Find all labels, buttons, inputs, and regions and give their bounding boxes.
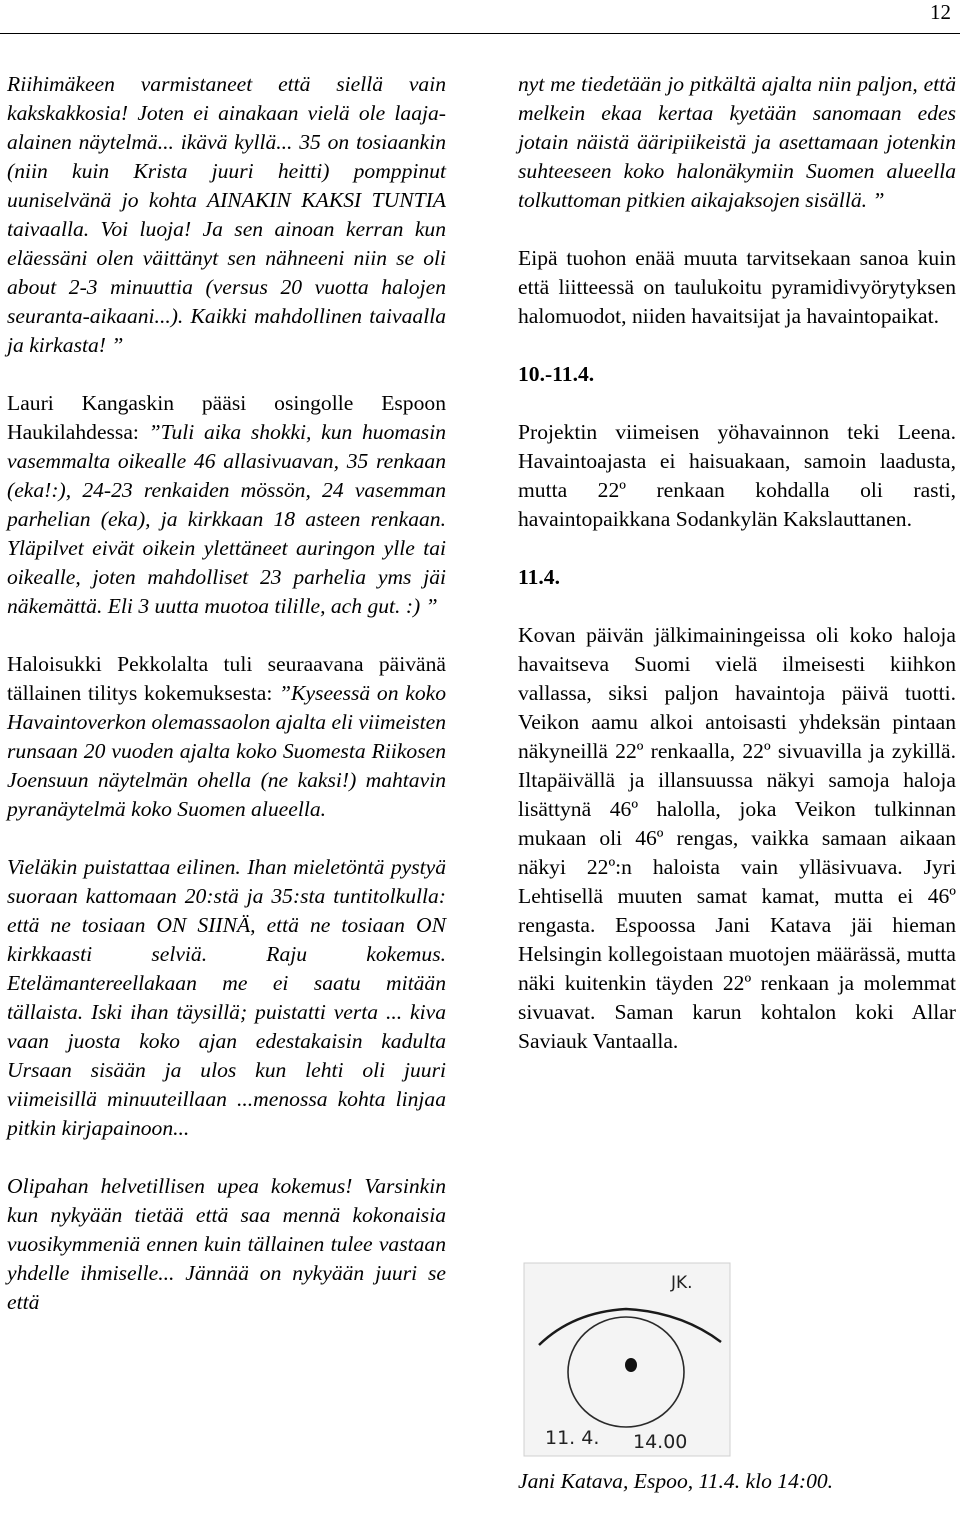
sketch-initials: JK. (671, 1273, 693, 1293)
halo-sketch-image (523, 1262, 731, 1457)
left-paragraph-5: Olipahan helvetillisen upea kokemus! Varsinkin kun nykyään tietää että saa mennä kokonaisia vuosikymmeniä ennen kuin tällainen tulee vastaan yhdelle ihmiselle... Jännää on nykyään juuri se että (7, 1174, 446, 1314)
sketch-time: 14.00 (633, 1431, 688, 1453)
right-paragraph-3: Projektin viimeisen yöhavainnon teki Leena. Havaintoajasta ei haisuakaan, samoin laadusta, mutta 22º renkaan kohdalla oli rasti, havaintopaikkana Sodankylän Kakslauttanen. (518, 420, 956, 531)
right-column (518, 70, 956, 1056)
halo-sketch-figure (523, 1262, 731, 1457)
date-heading-2: 11.4. (518, 565, 560, 589)
sun-dot (625, 1358, 637, 1372)
left-paragraph-4: Vieläkin puistattaa eilinen. Ihan mieletöntä pystyä suoraan kattomaan 20:stä ja 35:sta tuntitolkulla: että ne tosiaan ON SIINÄ, että ne tosiaan ON kirkkaasti selviä. Raju kokemus. Etelämantereellakaan me ei saatu mitään tällaista. Iski ihan täysillä; puistatti verta ... kiva vaan juosta koko ajan edestakaisin kadulta Ursaan sisään ja ulos kun lehti oli juuri viimeisillä minuuteillaan ...menossa kohta linjaa pitkin kirjapainoon... (7, 855, 446, 1140)
left-column (7, 70, 446, 1317)
left-paragraph-2-quote: ”Tuli aika shokki, kun huomasin vasemmalta oikealle 46 allasivuavan, 35 renkaan (eka!:), 24-23 renkaiden mössön, 24 vasemman parhelian (eka), ja kirkkaan 18 asteen renkaan. Yläpilvet eivät oikein ylettäneet auringon ylle tai oikealle, joten mahdolliset 23 parhelia yms jäi näkemättä. Eli 3 uutta muotoa tilille, ach gut. :) ” (7, 420, 446, 618)
right-paragraph-4: Kovan päivän jälkimainingeissa oli koko haloja havaitseva Suomi vielä ilmeisesti kiihkon vallassa, siksi paljon havaintoja päivä tuotti. Veikon aamu alkoi antoisasti yhdeksän pintaan näkyneillä 22º renkaalla, 22º sivuavilla ja zykillä. Iltapäivällä ja illansuussa näkyi samoja haloja lisättynä 46º halolla, joka Veikon tulkinnan mukaan oli 46º rengas, vaikka samaan aikaan näkyi 22º:n haloista vain ylläsivuava. Jyri Lehtisellä muuten samat kamat, mutta ei 46º rengasta. Espoossa Jani Katava jäi hieman Helsingin kollegoistaan muotojen määrässä, mutta näki kuitenkin täyden 22º renkaan ja molemmat sivuavat. Saman karun kohtalon koki Allar Saviauk Vantaalla. (518, 623, 956, 1053)
left-paragraph-2-intro: Lauri Kangaskin pääsi osingolle Espoon Haukilahdessa: (7, 391, 446, 444)
header-rule (0, 33, 960, 34)
left-paragraph-3 (7, 650, 446, 824)
sketch-date: 11. 4. (545, 1427, 600, 1449)
date-heading-1: 10.-11.4. (518, 362, 595, 386)
page-number: 12 (930, 0, 951, 24)
left-paragraph-3-intro: Haloisukki Pekkolalta tuli seuraavana päivänä tällainen tilitys kokemuksesta: (7, 652, 446, 705)
left-paragraph-3-quote: ”Kyseessä on koko Havaintoverkon olemassaolon ajalta eli viimeisten runsaan 20 vuoden ajalta koko Suomesta Riikosen Joensuun näytelmän ohella (ne kaksi!) mahtavin pyranäytelmä koko Suomen alueella. (7, 681, 447, 821)
right-paragraph-2: Eipä tuohon enää muuta tarvitsekaan sanoa kuin että liitteessä on taulukoitu pyramidivyörytyksen halomuodot, niiden havaitsijat ja havaintopaikat. (518, 246, 956, 328)
figure-caption: Jani Katava, Espoo, 11.4. klo 14:00. (518, 1469, 834, 1493)
right-paragraph-1: nyt me tiedetään jo pitkältä ajalta niin paljon, että melkein ekaa kertaa kyetään sanomaan edes jotain näistä ääripiikeistä ja asettamaan jotenkin suhteeseen koko halonäkymiin Suomen alueella tolkuttoman pitkien aikajaksojen sisällä. ” (518, 72, 956, 212)
left-paragraph-1: Riihimäkeen varmistaneet että siellä vain kakskakkosia! Joten ei ainakaan vielä ole laaja-alainen näytelmä... ikävä kyllä... 35 on tosiaankin (niin kuin Krista juuri heitti) pomppinut uuniselvänä jo kohta AINAKIN KAKSI TUNTIA taivaalla. Voi luoja! Ja sen ainoan kerran kun eläessäni olen väittänyt sen nähneeni niin se oli about 2-3 minuuttia (versus 20 vuotta halojen seuranta-aikaani...). Kaikki mahdollinen taivaalla ja kirkasta! ” (7, 72, 446, 357)
left-paragraph-2 (7, 389, 446, 621)
